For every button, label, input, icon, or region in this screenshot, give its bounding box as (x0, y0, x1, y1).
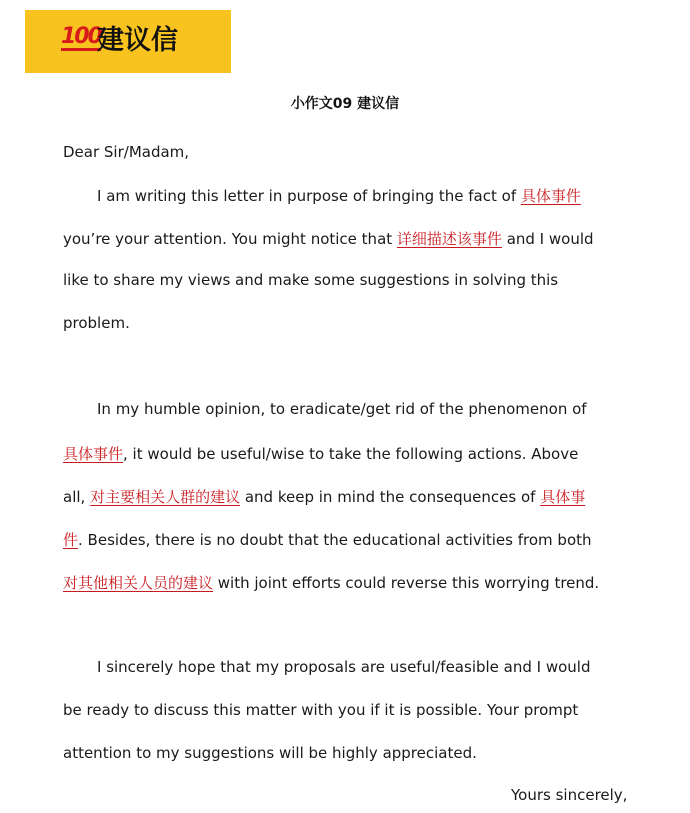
para2-line5: 对其他相关人员的建议 with joint efforts could reverse this worrying trend. (63, 574, 600, 592)
banner-title: 建议信 (97, 25, 178, 56)
para1-line3: like to share my views and make some suggestions in solving this (63, 271, 559, 289)
hundred-points-icon: 100 (61, 24, 101, 49)
para2-line4: 件. Besides, there is no doubt that the educational activities from both (63, 531, 592, 549)
placeholder-specific-event: 具体事件 (520, 187, 581, 205)
para2-line1: In my humble opinion, to eradicate/get rid of the phenomenon of (97, 400, 587, 418)
placeholder-describe-event: 详细描述该事件 (396, 230, 502, 248)
para2-line2: 具体事件, it would be useful/wise to take the following actions. Above (63, 445, 579, 463)
header-banner (25, 10, 231, 73)
para1-line2: you’re your attention. You might notice that 详细描述该事件 and I would (63, 230, 594, 248)
para3-line1: I sincerely hope that my proposals are useful/feasible and I would (97, 658, 591, 676)
salutation: Dear Sir/Madam, (63, 143, 190, 161)
para3-line3: attention to my suggestions will be highly appreciated. (63, 744, 477, 762)
document-title: 小作文09 建议信 (290, 96, 400, 112)
para2-line3: all, 对主要相关人群的建议 and keep in mind the consequences of 具体事 (63, 488, 586, 506)
placeholder-main-group-suggestion: 对主要相关人群的建议 (90, 488, 241, 506)
para1-line1: I am writing this letter in purpose of bringing the fact of 具体事件 (97, 187, 581, 205)
placeholder-specific-event: 具体事件 (63, 445, 124, 463)
placeholder-specific-event: 具体事 (540, 488, 586, 506)
para3-line2: be ready to discuss this matter with you if it is possible. Your prompt (63, 701, 579, 719)
para1-line4: problem. (63, 314, 130, 332)
placeholder-other-group-suggestion: 对其他相关人员的建议 (63, 574, 214, 592)
placeholder-specific-event-end: 件 (63, 531, 79, 549)
closing: Yours sincerely, (511, 786, 628, 804)
